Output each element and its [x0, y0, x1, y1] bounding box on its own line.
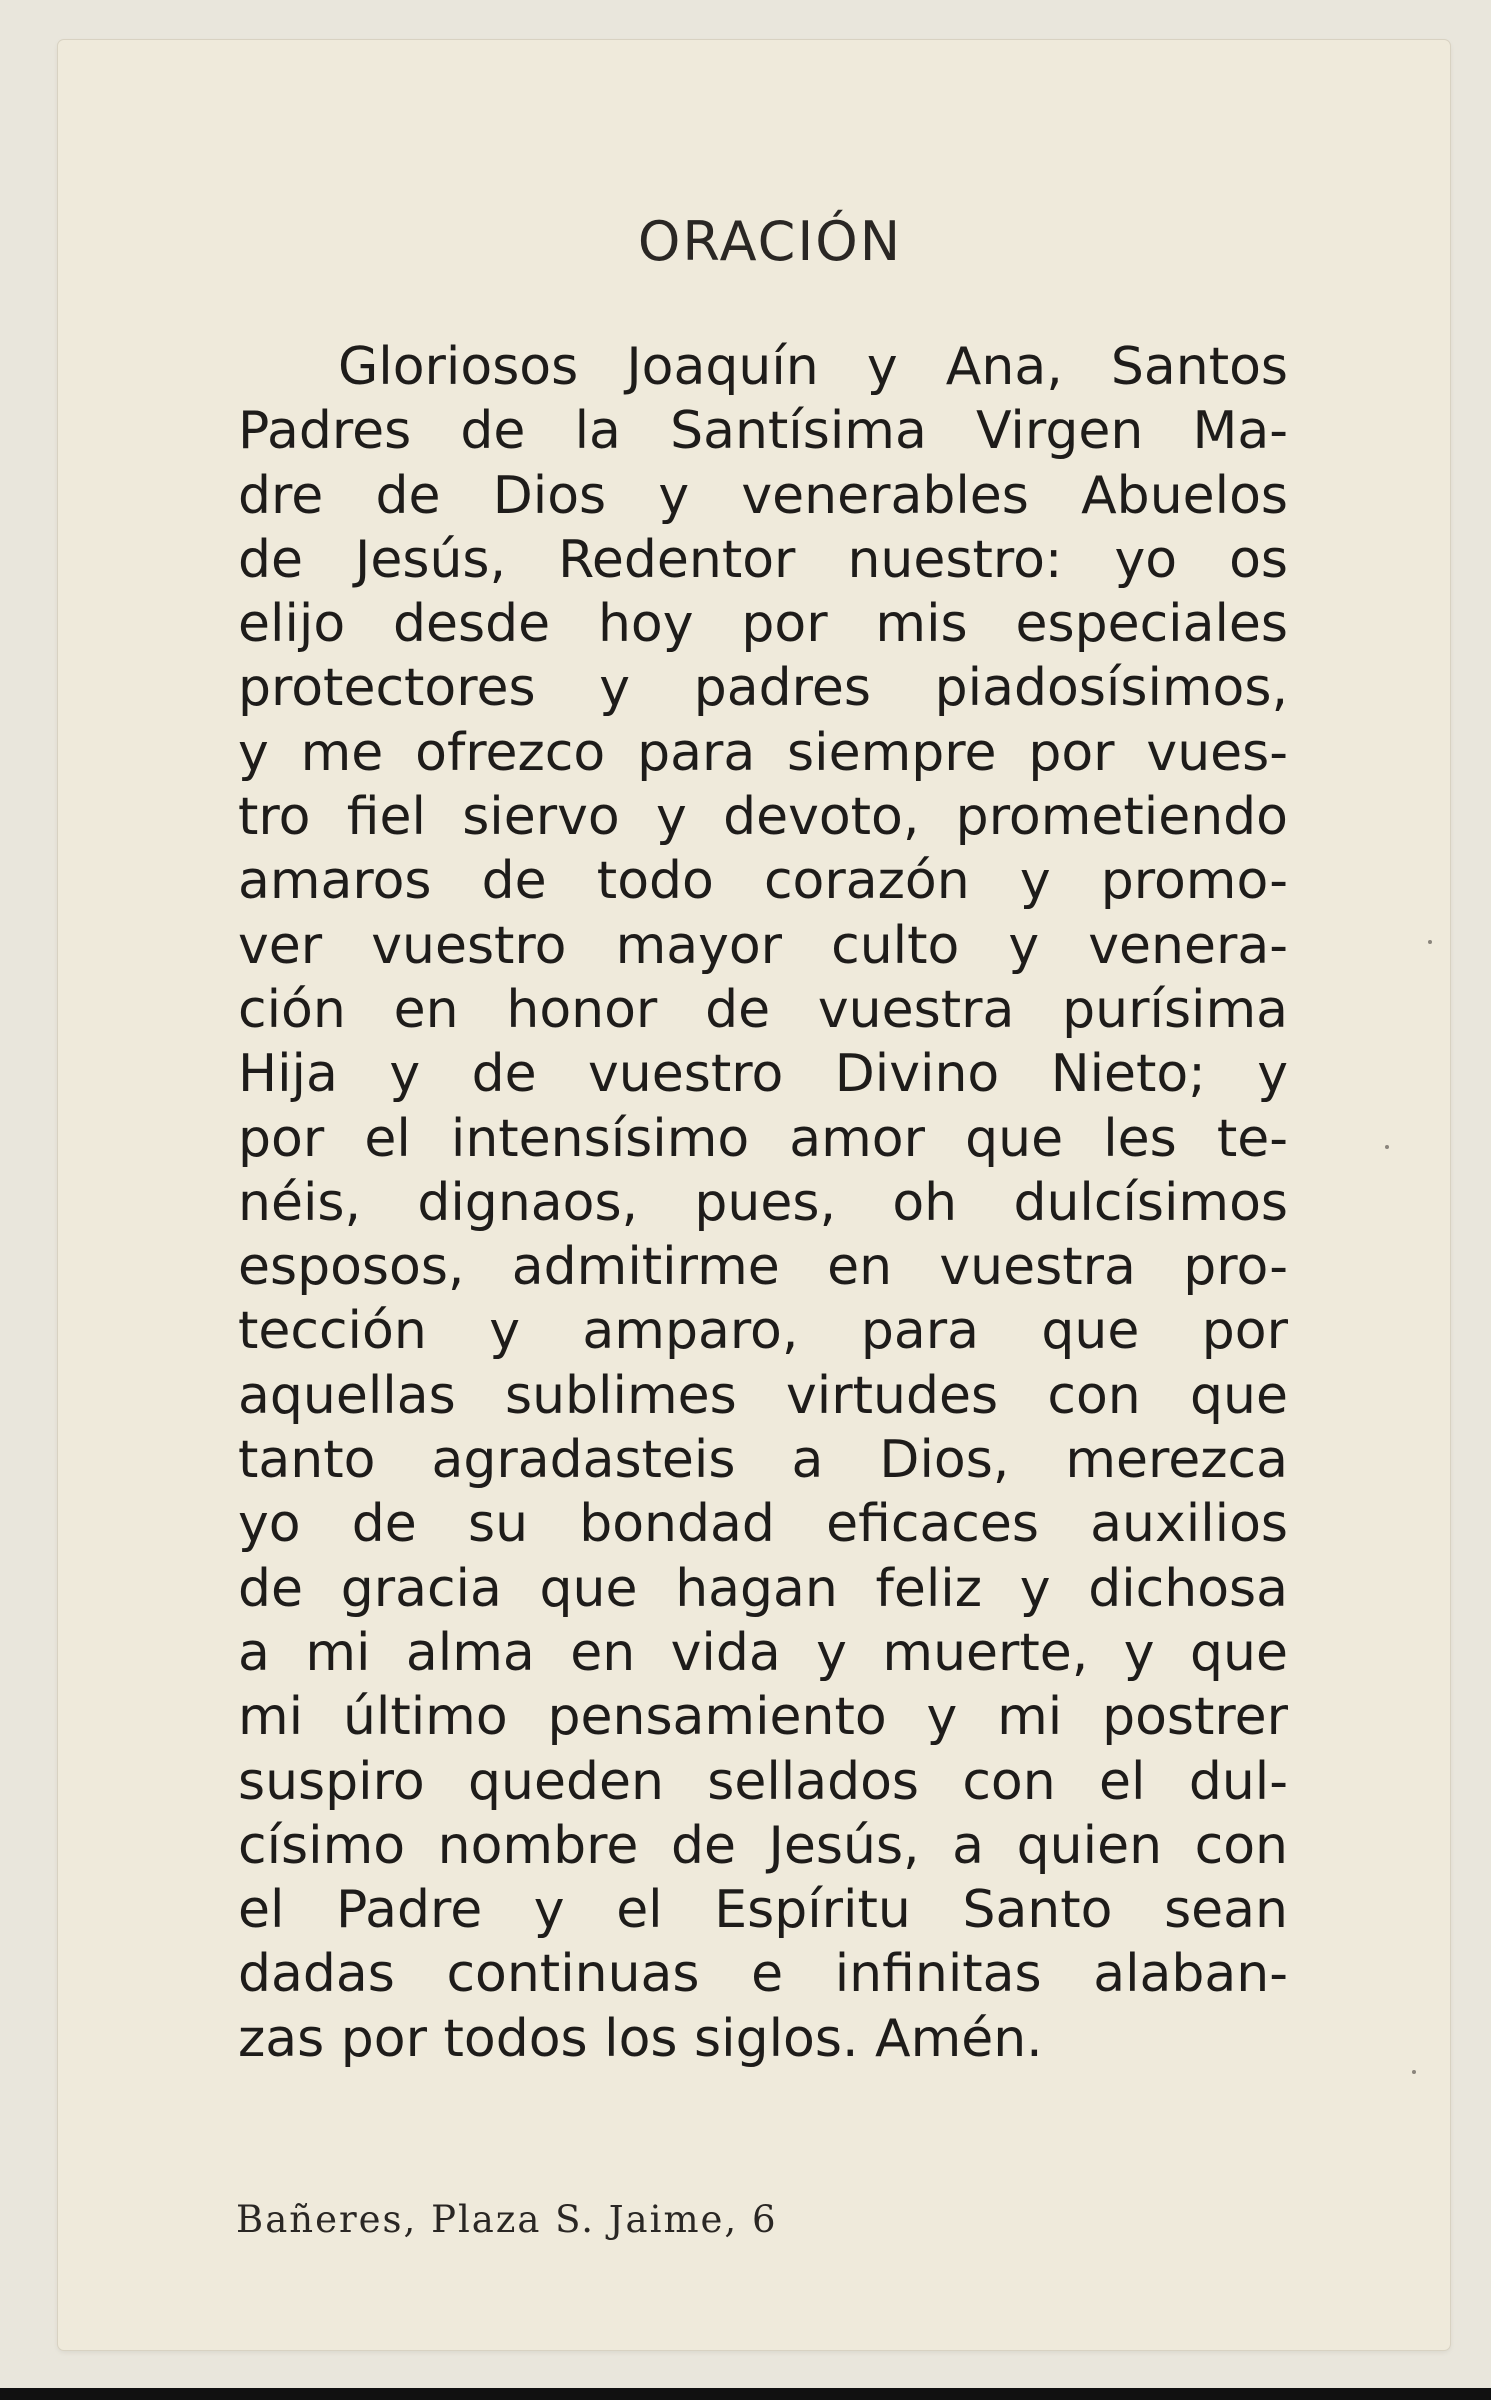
prayer-line: císimo nombre de Jesús, a quien con	[238, 1815, 1288, 1876]
prayer-line: a mi alma en vida y muerte, y que	[238, 1622, 1288, 1683]
prayer-line: el Padre y el Espíritu Santo sean	[238, 1880, 1288, 1941]
printer-imprint: Bañeres, Plaza S. Jaime, 6	[236, 2198, 778, 2241]
paper-speck	[1385, 1145, 1389, 1149]
prayer-line: Hija y de vuestro Divino Nieto; y	[238, 1044, 1288, 1105]
scan-edge-strip	[0, 2388, 1491, 2400]
prayer-line: ver vuestro mayor culto y venera-	[238, 915, 1288, 976]
prayer-line: de Jesús, Redentor nuestro: yo os	[238, 529, 1288, 590]
paper-speck	[1428, 940, 1432, 944]
prayer-line: elijo desde hoy por mis especiales	[238, 594, 1288, 655]
prayer-line: amaros de todo corazón y promo-	[238, 851, 1288, 912]
prayer-line: tro fiel siervo y devoto, prometiendo	[238, 787, 1288, 848]
prayer-line: Padres de la Santísima Virgen Ma-	[238, 401, 1288, 462]
prayer-line: yo de su bondad eficaces auxilios	[238, 1494, 1288, 1555]
prayer-line: mi último pensamiento y mi postrer	[238, 1687, 1288, 1748]
prayer-line: tección y amparo, para que por	[238, 1301, 1288, 1362]
prayer-line: ción en honor de vuestra purísima	[238, 979, 1288, 1040]
prayer-line: Gloriosos Joaquín y Ana, Santos	[338, 337, 1288, 397]
prayer-line: protectores y padres piadosísimos,	[238, 658, 1288, 719]
prayer-line: de gracia que hagan feliz y dichosa	[238, 1558, 1288, 1619]
prayer-line: suspiro queden sellados con el dul-	[238, 1751, 1288, 1812]
paper-speck	[1412, 2070, 1416, 2074]
prayer-line: esposos, admitirme en vuestra pro-	[238, 1237, 1288, 1298]
prayer-line: y me ofrezco para siempre por vues-	[238, 722, 1288, 783]
prayer-line: aquellas sublimes virtudes con que	[238, 1365, 1288, 1426]
prayer-line: tanto agradasteis a Dios, merezca	[238, 1430, 1288, 1491]
prayer-line: por el intensísimo amor que les te-	[238, 1108, 1288, 1169]
prayer-line: zas por todos los siglos. Amén.	[238, 2008, 1043, 2069]
prayer-title: ORACIÓN	[637, 210, 903, 273]
prayer-line: dre de Dios y venerables Abuelos	[238, 465, 1288, 526]
prayer-line: dadas continuas e infinitas alaban-	[238, 1944, 1288, 2005]
prayer-line: néis, dignaos, pues, oh dulcísimos	[238, 1172, 1288, 1233]
prayer-text	[238, 335, 1288, 2071]
